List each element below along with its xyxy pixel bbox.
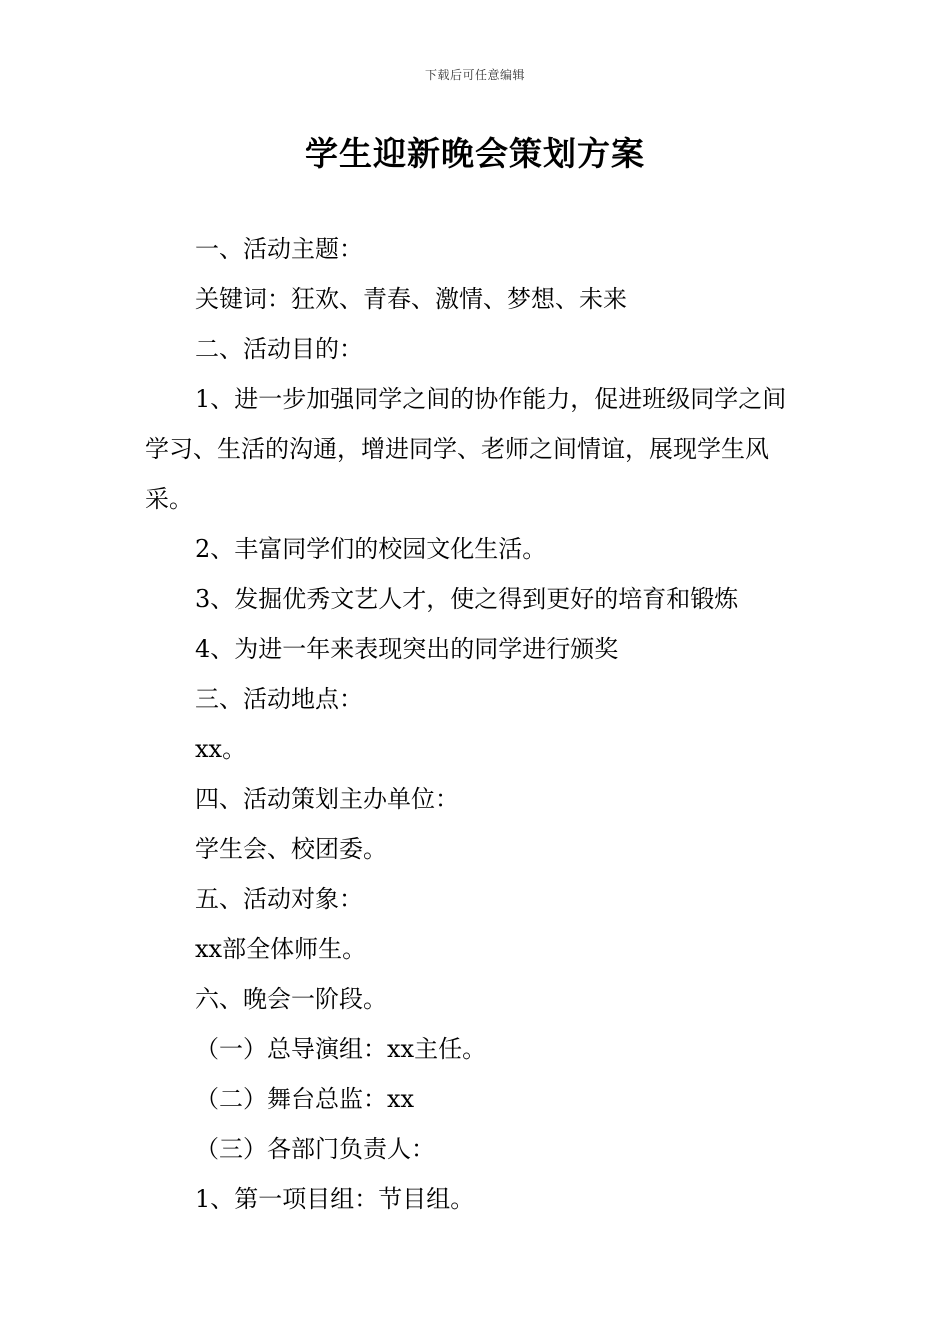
section-heading-location: 三、活动地点： (195, 685, 363, 713)
stage-item-supervisor: （二）舞台总监：xx (195, 1085, 415, 1113)
section-heading-organizer: 四、活动策划主办单位： (195, 785, 459, 813)
header-note: 下载后可任意编辑 (424, 68, 525, 82)
section-heading-stage: 六、晚会一阶段。 (195, 985, 387, 1013)
stage-item-director: （一）总导演组：xx主任。 (195, 1035, 487, 1063)
keywords-paragraph: 关键词：狂欢、青春、激情、梦想、未来 (195, 285, 627, 313)
document-body (145, 224, 810, 1224)
audience-value: xx部全体师生。 (195, 935, 367, 963)
purpose-item-4: 4、为进一年来表现突出的同学进行颁奖 (195, 635, 619, 663)
purpose-item-2: 2、丰富同学们的校园文化生活。 (195, 535, 547, 563)
section-heading-audience: 五、活动对象： (195, 885, 363, 913)
section-heading-theme: 一、活动主题： (195, 235, 363, 263)
document-title: 学生迎新晚会策划方案 (305, 134, 645, 173)
organizer-value: 学生会、校团委。 (195, 835, 387, 863)
purpose-item-1: 1、进一步加强同学之间的协作能力，促进班级同学之间学习、生活的沟通，增进同学、老师之间情谊，展现学生风采。 (145, 385, 787, 513)
purpose-item-3: 3、发掘优秀文艺人才，使之得到更好的培育和锻炼 (195, 585, 739, 613)
department-item-1: 1、第一项目组：节目组。 (195, 1185, 475, 1213)
location-value: xx。 (195, 735, 247, 763)
stage-item-departments: （三）各部门负责人： (195, 1135, 435, 1163)
section-heading-purpose: 二、活动目的： (195, 335, 363, 363)
